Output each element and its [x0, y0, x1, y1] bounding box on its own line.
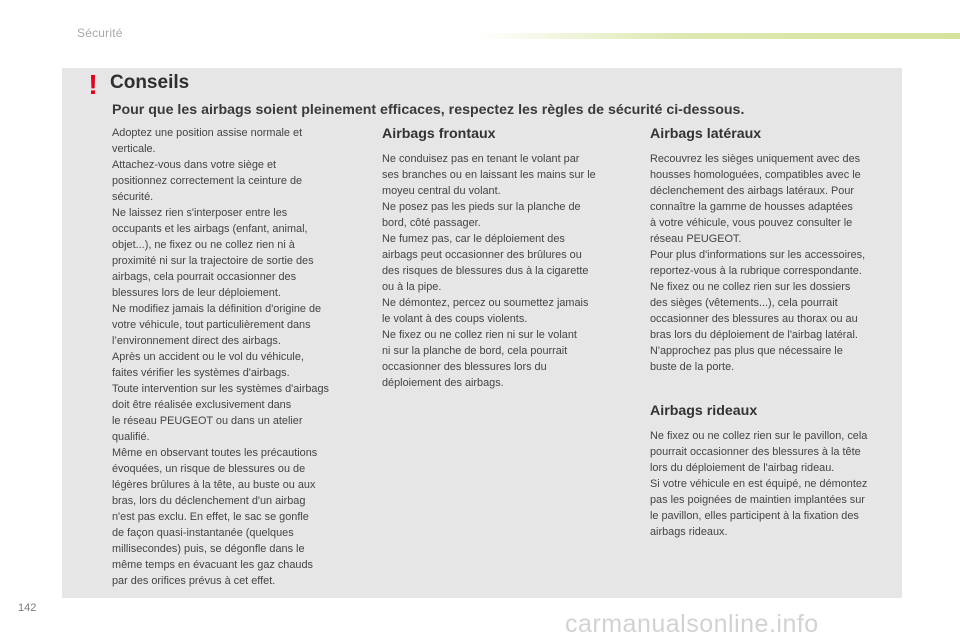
text-line: bras lors du déploiement de l'airbag latéral. [650, 329, 858, 341]
text-line: le réseau PEUGEOT ou dans un atelier [112, 415, 303, 427]
text-line: pas les poignées de maintien implantées sur [650, 494, 865, 506]
exclamation-icon: ! [88, 69, 98, 100]
general-advice-column [112, 125, 360, 589]
text-line: blessures lors de leur déploiement. [112, 287, 281, 299]
page-number: 142 [18, 602, 37, 614]
text-line: ses branches ou en laissant les mains sur le [382, 169, 596, 181]
text-line: lors du déploiement de l'airbag rideau. [650, 462, 835, 474]
text-line: l’environnement direct des airbags. [112, 335, 281, 347]
lateral-airbags-heading: Airbags latéraux [650, 126, 762, 142]
text-line: ou à la pipe. [382, 281, 442, 293]
text-line: Pour plus d'informations sur les accessoires, [650, 249, 866, 261]
text-line: votre véhicule, tout particulièrement dans [112, 319, 311, 331]
text-line: objet...), ne fixez ou ne collez rien ni à [112, 239, 295, 251]
text-line: Adoptez une position assise normale et [112, 127, 303, 139]
text-line: Ne démontez, percez ou soumettez jamais [382, 297, 589, 309]
text-line: verticale. [112, 143, 156, 155]
text-line: Attachez-vous dans votre siège et [112, 159, 277, 171]
text-line: Ne conduisez pas en tenant le volant par [382, 153, 580, 165]
text-line: sécurité. [112, 191, 154, 203]
lateral-airbags-column [650, 124, 902, 375]
text-line: de façon quasi-instantanée (quelques [112, 527, 294, 539]
text-line: pourrait occasionner des blessures à la tête [650, 446, 861, 458]
text-line: des risques de blessures dus à la cigarette [382, 265, 589, 277]
text-line: Ne fixez ou ne collez rien sur les dossiers [650, 281, 851, 293]
text-line: Recouvrez les sièges uniquement avec des [650, 153, 861, 165]
watermark: carmanualsonline.info [565, 610, 819, 638]
text-line: moyeu central du volant. [382, 185, 501, 197]
text-line: n'est pas exclu. En effet, le sac se gonfle [112, 511, 309, 523]
text-line: ni sur la planche de bord, cela pourrait [382, 345, 568, 357]
curtain-airbags-heading: Airbags rideaux [650, 403, 758, 419]
text-line: le pavillon, elles participent à la fixation des [650, 510, 859, 522]
text-line: doit être réalisée exclusivement dans [112, 399, 292, 411]
text-line: proximité ni sur la trajectoire de sortie des [112, 255, 314, 267]
frontal-airbags-heading: Airbags frontaux [382, 126, 496, 142]
text-line: airbags peut occasionner des brûlures ou [382, 249, 582, 261]
text-line: déploiement des airbags. [382, 377, 504, 389]
text-line: bord, côté passager. [382, 217, 481, 229]
text-line: buste de la porte. [650, 361, 735, 373]
text-line: Même en observant toutes les précautions [112, 447, 318, 459]
text-line: réseau PEUGEOT. [650, 233, 742, 245]
text-line: légères brûlures à la tête, au buste ou aux [112, 479, 316, 491]
text-line: connaître la gamme de housses adaptées [650, 201, 853, 213]
text-line: Ne posez pas les pieds sur la planche de [382, 201, 581, 213]
frontal-airbags-column [382, 124, 632, 391]
text-line: évoquées, un risque de blessures ou de [112, 463, 306, 475]
text-line: housses homologuées, compatibles avec le [650, 169, 861, 181]
text-line: déclenchement des airbags latéraux. Pour [650, 185, 855, 197]
text-line: Toute intervention sur les systèmes d'airbags [112, 383, 329, 395]
text-line: airbags, cela pourrait occasionner des [112, 271, 297, 283]
curtain-airbags-column [650, 401, 902, 540]
header-accent-bar [480, 33, 960, 39]
text-line: à votre véhicule, vous pouvez consulter le [650, 217, 853, 229]
text-line: Ne modifiez jamais la définition d'origine de [112, 303, 322, 315]
text-line: même temps en évacuant les gaz chauds [112, 559, 313, 571]
panel-subtitle: Pour que les airbags soient pleinement efficaces, respectez les règles de sécurité ci-dessous. [112, 102, 745, 118]
text-line: occasionner des blessures au thorax ou au [650, 313, 858, 325]
text-line: positionnez correctement la ceinture de [112, 175, 303, 187]
text-line: reportez-vous à la rubrique correspondante. [650, 265, 862, 277]
text-line: Ne fixez ou ne collez rien sur le pavillon, cela [650, 430, 868, 442]
text-line: des sièges (vêtements...), cela pourrait [650, 297, 838, 309]
panel-title: Conseils [110, 72, 190, 93]
text-line: N'approchez pas plus que nécessaire le [650, 345, 843, 357]
text-line: bras, lors du déclenchement d'un airbag [112, 495, 306, 507]
text-line: Ne laissez rien s'interposer entre les [112, 207, 288, 219]
text-line: qualifié. [112, 431, 150, 443]
text-line: airbags rideaux. [650, 526, 728, 538]
text-line: le volant à des coups violents. [382, 313, 528, 325]
text-line: Ne fixez ou ne collez rien ni sur le volant [382, 329, 577, 341]
text-line: Après un accident ou le vol du véhicule, [112, 351, 304, 363]
text-line: occupants et les airbags (enfant, animal, [112, 223, 308, 235]
text-line: Si votre véhicule en est équipé, ne démontez [650, 478, 868, 490]
text-line: Ne fumez pas, car le déploiement des [382, 233, 565, 245]
text-line: occasionner des blessures lors du [382, 361, 547, 373]
text-line: faites vérifier les systèmes d'airbags. [112, 367, 290, 379]
text-line: millisecondes) puis, se dégonfle dans le [112, 543, 305, 555]
section-title: Sécurité [77, 26, 123, 40]
text-line: par des orifices prévus à cet effet. [112, 575, 276, 587]
